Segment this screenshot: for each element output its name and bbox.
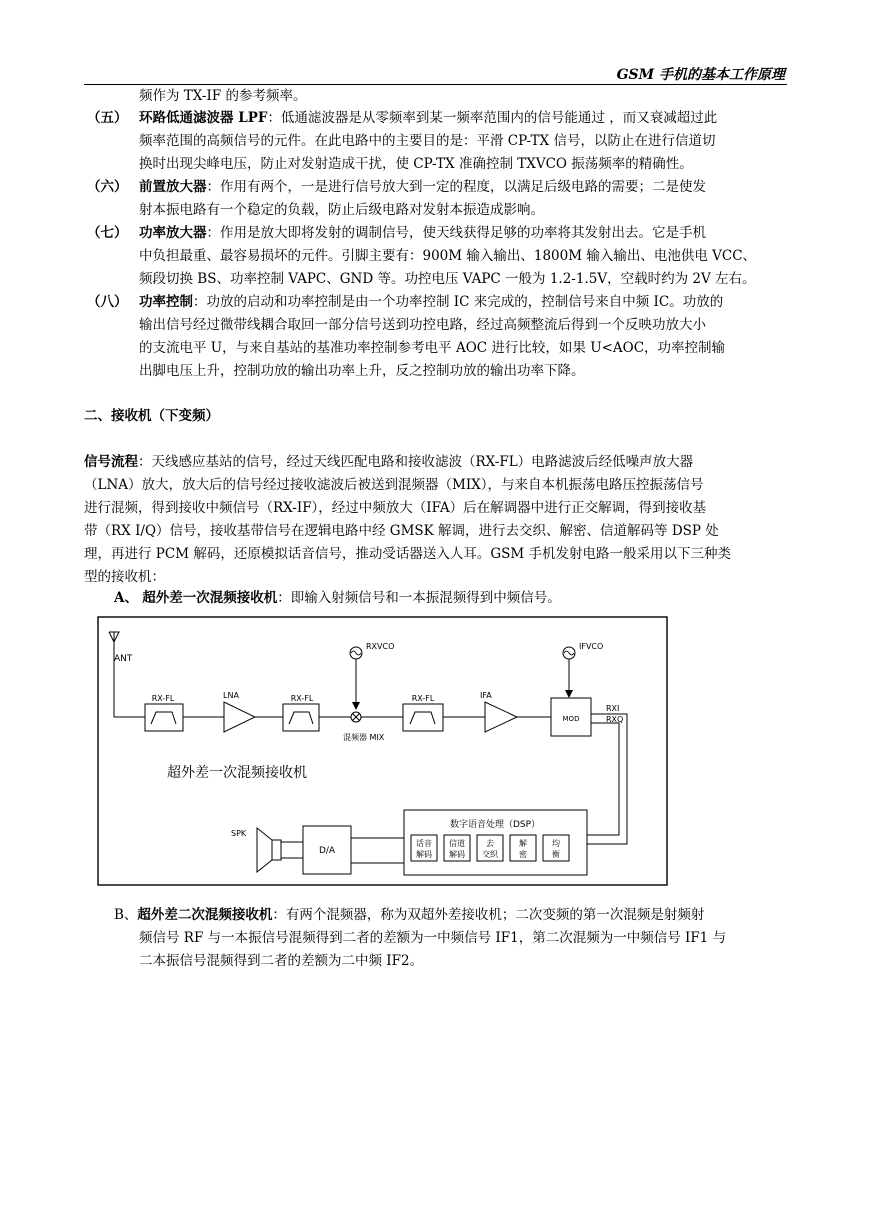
- dsp-sub-block: [510, 835, 536, 861]
- type-b-line: 二本振信号混频得到二者的差额为二中频 IF2。: [139, 953, 424, 969]
- item-number: （五）: [87, 110, 128, 126]
- item-text: ：低通滤波器是从零频率到某一频率范围内的信号能通过 ，而又衰减超过此: [267, 110, 718, 126]
- dsp-sub-label: 去: [486, 839, 494, 848]
- diagram-title: 超外差一次混频接收机: [167, 765, 307, 781]
- item-number: （八）: [87, 294, 128, 310]
- item-line: [139, 108, 717, 128]
- ifa-label: IFA: [480, 691, 492, 700]
- dsp-sub-label: 衡: [552, 850, 560, 859]
- item-line: 频率范围的高频信号的元件。在此电路中的主要目的是：平滑 CP-TX 信号，以防止在进行信道切: [139, 133, 716, 149]
- page-header: [84, 62, 787, 85]
- receiver-block-diagram: [97, 616, 669, 888]
- type-a-prefix: A、: [114, 590, 138, 606]
- item-text: ：作用是放大即将发射的调制信号，使天线获得足够的功率将其发射出去。它是手机: [206, 225, 706, 241]
- item-line: 换时出现尖峰电压，防止对发射造成干扰，使 CP-TX 准确控制 TXVCO 振荡频率的精确性。: [139, 156, 693, 172]
- flow-text: ：天线感应基站的信号，经过天线匹配电路和接收滤波（RX-FL）电路滤波后经低噪声放大器: [138, 454, 694, 470]
- item-line: 频段切换 BS、功率控制 VAPC、GND 等。功控电压 VAPC 一般为 1.2-1.5V，空载时约为 2V 左右。: [139, 271, 756, 287]
- ifvco-label: IFVCO: [579, 642, 604, 651]
- flow-line: 理，再进行 PCM 解码，还原模拟话音信号，推动受话器送入人耳。GSM 手机发射电路一般采用以下三种类: [84, 546, 731, 562]
- item-line: 的支流电平 U，与来自基站的基准功率控制参考电平 AOC 进行比较，如果 U<AOC，功率控制输: [139, 340, 726, 356]
- dsp-sub-block: [444, 835, 470, 861]
- lna-label: LNA: [223, 691, 239, 700]
- item-text: ：作用有两个，一是进行信号放大到一定的程度，以满足后级电路的需要；二是使发: [206, 179, 706, 195]
- mod-label: MOD: [562, 715, 580, 723]
- item-heading: 环路低通滤波器 LPF: [139, 110, 268, 126]
- dsp-sub-label: 解: [519, 839, 527, 848]
- dsp-sub-label: 密: [519, 850, 527, 859]
- item-heading: 功率控制: [139, 294, 193, 310]
- flow-line: 进行混频，得到接收中频信号（RX-IF），经过中频放大（IFA）后在解调器中进行正交解调，得到接收基: [84, 500, 707, 516]
- flow-line: [84, 452, 693, 472]
- dsp-sub-label: 话音: [416, 839, 432, 848]
- intro-line: 频作为 TX-IF 的参考频率。: [139, 88, 307, 104]
- dsp-sub-block: [477, 835, 503, 861]
- item-line: [139, 177, 706, 197]
- item-number: （七）: [87, 225, 128, 241]
- dsp-sub-label: 信道: [449, 839, 465, 848]
- flow-heading: 信号流程: [84, 454, 138, 470]
- rx-filter-1: [145, 704, 183, 731]
- mixer-icon: [351, 712, 361, 722]
- type-a-heading: 超外差一次混频接收机: [142, 590, 278, 606]
- item-line: [139, 292, 723, 312]
- item-line: 输出信号经过微带线耦合取回一部分信号送到功控电路，经过高频整流后得到一个反映功放大小: [139, 317, 706, 333]
- rxfl3-label: RX-FL: [411, 694, 435, 703]
- type-b-heading: 超外差二次混频接收机: [137, 907, 273, 923]
- rxq-label: RXQ: [606, 715, 624, 724]
- rx-filter-3: [403, 704, 443, 731]
- header-title: GSM 手机的基本工作原理: [616, 67, 785, 83]
- spk-label: SPK: [231, 829, 247, 838]
- ant-label: ANT: [114, 654, 133, 664]
- item-number: （六）: [87, 179, 128, 195]
- section-heading: 二、接收机（下变频）: [84, 408, 219, 424]
- item-text: ：功放的启动和功率控制是由一个功率控制 IC 来完成的，控制信号来自中频 IC。功放的: [193, 294, 724, 310]
- flow-line: 型的接收机：: [84, 569, 165, 585]
- item-heading: 功率放大器: [139, 225, 207, 241]
- item-line: 出脚电压上升，控制功放的输出功率上升，反之控制功放的输出功率下降。: [139, 363, 585, 379]
- dsp-sub-label: 均: [552, 839, 560, 848]
- da-label: D/A: [318, 846, 336, 856]
- type-a-line: [114, 588, 561, 608]
- item-line: [139, 223, 706, 243]
- mix-label: 混频器 MIX: [343, 733, 385, 742]
- flow-line: 带（RX I/Q）信号，接收基带信号在逻辑电路中经 GMSK 解调，进行去交织、解密、信道解码等 DSP 处: [84, 523, 719, 539]
- item-line: 中负担最重、最容易损坏的元件。引脚主要有：900M 输入输出、1800M 输入输出、电池供电 VCC、: [139, 248, 757, 264]
- rxfl2-label: RX-FL: [290, 694, 314, 703]
- item-heading: 前置放大器: [139, 179, 207, 195]
- type-b-line: [114, 905, 704, 925]
- dsp-sub-block: [543, 835, 569, 861]
- rxi-label: RXI: [606, 704, 620, 713]
- dsp-sub-label: 交织: [482, 850, 498, 859]
- dsp-title: 数字语音处理（DSP）: [449, 820, 541, 830]
- rxfl1-label: RX-FL: [151, 694, 175, 703]
- type-b-text: ：有两个混频器，称为双超外差接收机；二次变频的第一次混频是射频射: [272, 907, 705, 923]
- rxvco-label: RXVCO: [366, 642, 395, 651]
- dsp-sub-block: [411, 835, 437, 861]
- rx-filter-2: [283, 704, 319, 731]
- dsp-sub-label: 解码: [416, 850, 432, 859]
- flow-line: （LNA）放大，放大后的信号经过接收滤波后被送到混频器（MIX），与来自本机振荡电路压控振荡信号: [84, 477, 704, 493]
- item-line: 射本振电路有一个稳定的负载，防止后级电路对发射本振造成影响。: [139, 202, 544, 218]
- type-b-line: 频信号 RF 与一本振信号混频得到二者的差额为一中频信号 IF1，第二次混频为一中频信号 IF1 与: [139, 930, 727, 946]
- type-a-text: ：即输入射频信号和一本振混频得到中频信号。: [277, 590, 561, 606]
- dsp-sub-label: 解码: [449, 850, 465, 859]
- type-b-prefix: B、: [114, 907, 138, 923]
